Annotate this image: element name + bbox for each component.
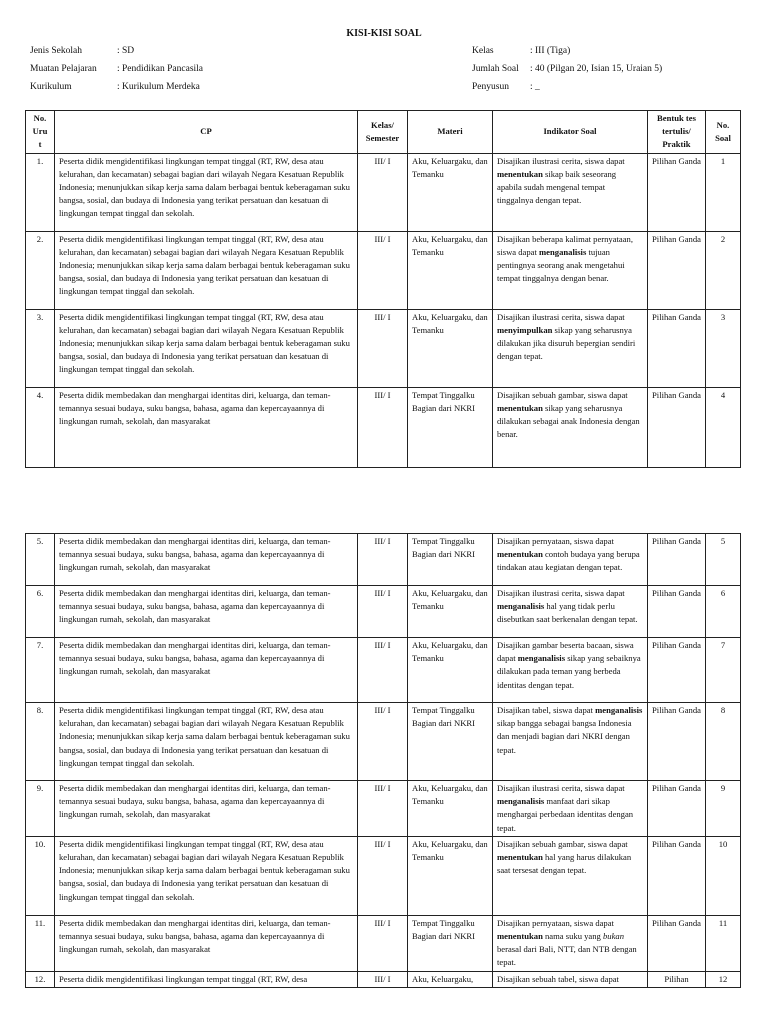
indikator-text: Disajikan tabel, siswa dapat [497,705,596,715]
row-no-soal: 3 [706,309,741,387]
row-indikator-soal [493,836,648,915]
row-no-soal: 12 [706,971,741,987]
row-no-soal: 11 [706,915,741,971]
table-row [26,781,741,837]
row-kelas-semester: III/ I [358,231,408,309]
row-kelas-semester: III/ I [358,534,408,586]
table-row [26,638,741,703]
indikator-keyword: menentukan [497,402,543,413]
header-materi: Materi [408,111,493,154]
indikator-keyword: menentukan [497,931,543,942]
indikator-text: sikap yang seharusnya dilakukan sebagai anak Indonesia dengan benar. [497,402,640,440]
meta-value-jumlah-soal: : 40 (Pilgan 20, Isian 15, Uraian 5) [530,64,663,74]
row-no-urut: 12. [26,971,55,987]
row-bentuk-tes: Pilihan Ganda [648,836,706,915]
indikator-text: Disajikan beberapa kalimat pernyataan, siswa dapat [497,233,634,257]
row-bentuk-tes: Pilihan Ganda [648,781,706,837]
row-materi: Aku, Keluargaku, dan Temanku [408,781,493,837]
row-materi: Tempat Tinggalku Bagian dari NKRI [408,915,493,971]
row-indikator-soal [493,638,648,703]
indikator-text: Disajikan sebuah gambar, siswa dapat [497,389,628,400]
indikator-text: Disajikan pernyataan, siswa dapat [497,917,614,928]
row-bentuk-tes: Pilihan Ganda [648,703,706,781]
row-cp: Peserta didik membedakan dan menghargai identitas diri, keluarga, dan teman-temannya sesuai budaya, suku bangsa, bahasa, agama dan kepercayaannya di lingkungan rumah, sekolah, dan masyarakat [55,915,358,971]
row-no-soal: 6 [706,586,741,638]
row-no-soal: 1 [706,153,741,231]
row-bentuk-tes: Pilihan Ganda [648,534,706,586]
row-no-soal: 4 [706,387,741,467]
document-title: KISI-KISI SOAL [346,28,422,39]
row-bentuk-tes: Pilihan Ganda [648,915,706,971]
kisi-table-part-1 [25,110,741,468]
row-indikator-soal [493,387,648,467]
indikator-text: Disajikan pernyataan, siswa dapat [497,536,614,546]
table-row [26,703,741,781]
header-kelas-semester: Kelas/ Semester [358,111,408,154]
row-no-urut: 10. [26,836,55,915]
meta-left [30,45,330,90]
row-kelas-semester: III/ I [358,915,408,971]
table-row [26,586,741,638]
indikator-text: hal yang tidak perlu disebutkan saat berkenalan dengan tepat. [497,601,638,625]
meta-label-jenis-sekolah: Jenis Sekolah [30,46,82,56]
indikator-text: hal yang harus dilakukan saat tersesat dengan tepat. [497,852,632,876]
row-cp: Peserta didik mengidentifikasi lingkungan tempat tinggal (RT, RW, desa atau kelurahan, dan kecamatan) sebagai bagian dari wilayah Negara Kesatuan Republik Indonesia; menunjukkan sikap kerja sama dalam berbagai bentuk keberagaman suku bangsa, sosial, dan budaya di Indonesia yang terikat persatuan dan kesatuan di lingkungan tempat tinggal dan sekolah. [55,703,358,781]
indikator-keyword: menganalisis [539,246,587,257]
row-indikator-soal [493,971,648,987]
indikator-text: sikap bangga sebagai bangsa Indonesia dan menjadi bagian dari NKRI dengan tepat. [497,718,632,755]
indikator-text: Disajikan ilustrasi cerita, siswa dapat [497,311,625,322]
indikator-keyword: menganalisis [595,705,643,715]
row-no-urut: 9. [26,781,55,837]
row-indikator-soal [493,309,648,387]
header-cp: CP [55,111,358,154]
row-materi: Tempat Tinggalku Bagian dari NKRI [408,703,493,781]
meta-value-kelas: : III (Tiga) [530,46,571,56]
row-bentuk-tes: Pilihan Ganda [648,638,706,703]
indikator-text: Disajikan ilustrasi cerita, siswa dapat [497,588,625,598]
row-kelas-semester: III/ I [358,309,408,387]
row-indikator-soal [493,915,648,971]
row-no-urut: 6. [26,586,55,638]
table-body-part-2 [26,534,741,988]
row-no-urut: 3. [26,309,55,387]
indikator-text: sikap yang sebaiknya dilakukan pada teman yang berbeda identitas dengan tepat. [497,653,641,690]
table-body-part-1 [26,153,741,467]
row-bentuk-tes: Pilihan Ganda [648,153,706,231]
table-row [26,915,741,971]
meta-value-jenis-sekolah: : SD [117,46,135,56]
row-cp: Peserta didik membedakan dan menghargai identitas diri, keluarga, dan teman-temannya sesuai budaya, suku bangsa, bahasa, agama dan kepercayaannya di lingkungan rumah, sekolah, dan masyarakat [55,586,358,638]
indikator-text: sikap baik seseorang apabila sudah mengenal tempat tinggalnya dengan tepat. [497,168,617,206]
row-no-soal: 8 [706,703,741,781]
indikator-text: berasal dari Bali, NTT, dan NTB dengan tepat. [497,944,637,968]
indikator-keyword: menyimpulkan [497,324,553,335]
table-row [26,153,741,231]
indikator-text: Disajikan sebuah gambar, siswa dapat [497,838,628,849]
row-no-urut: 1. [26,153,55,231]
row-no-soal: 10 [706,836,741,915]
row-cp: Peserta didik mengidentifikasi lingkungan tempat tinggal (RT, RW, desa atau kelurahan, dan kecamatan) sebagai bagian dari wilayah Negara Kesatuan Republik Indonesia; menunjukkan sikap kerja sama dalam berbagai bentuk keberagaman suku bangsa, sosial, dan budaya di Indonesia yang terikat persatuan dan kesatuan di lingkungan tempat tinggal dan sekolah. [55,231,358,309]
row-cp: Peserta didik membedakan dan menghargai identitas diri, keluarga, dan teman-temannya sesuai budaya, suku bangsa, bahasa, agama dan kepercayaannya di lingkungan rumah, sekolah, dan masyarakat [55,638,358,703]
header-no-urut: No. Uru t [26,111,55,154]
meta-label-kelas: Kelas [472,46,494,56]
row-bentuk-tes: Pilihan [648,971,706,987]
table-row [26,387,741,467]
row-indikator-soal [493,781,648,837]
row-cp: Peserta didik mengidentifikasi lingkungan tempat tinggal (RT, RW, desa [55,971,358,987]
row-indikator-soal [493,703,648,781]
indikator-text: nama suku yang [542,931,603,942]
indikator-text: Disajikan ilustrasi cerita, siswa dapat [497,783,625,793]
row-no-soal: 2 [706,231,741,309]
row-materi: Tempat Tinggalku Bagian dari NKRI [408,387,493,467]
row-bentuk-tes: Pilihan Ganda [648,586,706,638]
meta-right [472,45,752,90]
row-no-soal: 7 [706,638,741,703]
indikator-keyword: menganalisis [517,653,566,664]
row-no-soal: 5 [706,534,741,586]
row-no-urut: 2. [26,231,55,309]
table-row [26,836,741,915]
row-cp: Peserta didik mengidentifikasi lingkungan tempat tinggal (RT, RW, desa atau kelurahan, dan kecamatan) sebagai bagian dari wilayah Negara Kesatuan Republik Indonesia; menunjukkan sikap kerja sama dalam berbagai bentuk keberagaman suku bangsa, sosial, dan budaya di Indonesia yang terikat persatuan dan kesatuan di lingkungan tempat tinggal dan sekolah. [55,153,358,231]
indikator-text: tujuan pentingnya seorang anak mengetahui tempat tinggalnya dengan benar. [497,246,625,284]
row-kelas-semester: III/ I [358,586,408,638]
indikator-text: manfaat dari sikap menghargai perbedaan identitas dengan tepat. [497,796,634,833]
indikator-keyword: menganalisis [497,601,545,612]
row-materi: Aku, Keluargaku, dan Temanku [408,153,493,231]
table-header-row [26,111,741,154]
row-cp: Peserta didik mengidentifikasi lingkungan tempat tinggal (RT, RW, desa atau kelurahan, dan kecamatan) sebagai bagian dari wilayah Negara Kesatuan Republik Indonesia; menunjukkan sikap kerja sama dalam berbagai bentuk keberagaman suku bangsa, sosial, dan budaya di Indonesia yang terikat persatuan dan kesatuan di lingkungan tempat tinggal dan sekolah. [55,836,358,915]
kisi-table-part-2 [25,533,741,988]
row-materi: Aku, Keluargaku, dan Temanku [408,309,493,387]
header-no-soal: No. Soal [706,111,741,154]
indikator-text: Disajikan gambar beserta bacaan, siswa dapat [497,640,634,664]
meta-value-kurikulum: : Kurikulum Merdeka [117,82,200,92]
indikator-text: Disajikan ilustrasi cerita, siswa dapat [497,155,625,166]
row-bentuk-tes: Pilihan Ganda [648,387,706,467]
row-no-urut: 7. [26,638,55,703]
meta-label-jumlah-soal: Jumlah Soal [472,64,519,74]
row-indikator-soal [493,586,648,638]
indikator-emphasis: bukan [603,931,625,942]
row-no-urut: 5. [26,534,55,586]
row-no-urut: 11. [26,915,55,971]
indikator-text: Disajikan sebuah tabel, siswa dapat [497,973,619,984]
indikator-text: sikap yang seharusnya dilakukan jika disuruh bepergian sendiri dengan tepat. [497,324,636,362]
row-kelas-semester: III/ I [358,638,408,703]
row-kelas-semester: III/ I [358,781,408,837]
row-kelas-semester: III/ I [358,387,408,467]
indikator-keyword: menentukan [497,549,543,560]
row-materi: Tempat Tinggalku Bagian dari NKRI [408,534,493,586]
row-materi: Aku, Keluargaku, dan Temanku [408,231,493,309]
row-materi: Aku, Keluargaku, dan Temanku [408,638,493,703]
indikator-keyword: menentukan [497,852,543,863]
row-indikator-soal [493,534,648,586]
row-bentuk-tes: Pilihan Ganda [648,231,706,309]
row-kelas-semester: III/ I [358,703,408,781]
indikator-keyword: menentukan [497,168,543,179]
table-row [26,309,741,387]
indikator-keyword: menganalisis [497,796,545,807]
table-row [26,534,741,586]
header-indikator-soal: Indikator Soal [493,111,648,154]
meta-value-penyusun: : _ [530,82,540,92]
header-bentuk-tes: Bentuk tes tertulis/ Praktik [648,111,706,154]
row-kelas-semester: III/ I [358,836,408,915]
row-cp: Peserta didik membedakan dan menghargai identitas diri, keluarga, dan teman-temannya sesuai budaya, suku bangsa, bahasa, agama dan kepercayaannya di lingkungan rumah, sekolah, dan masyarakat [55,781,358,837]
row-materi: Aku, Keluargaku, dan Temanku [408,836,493,915]
row-indikator-soal [493,153,648,231]
meta-label-muatan-pelajaran: Muatan Pelajaran [30,64,97,74]
row-materi: Aku, Keluargaku, [408,971,493,987]
row-kelas-semester: III/ I [358,971,408,987]
row-no-urut: 8. [26,703,55,781]
row-indikator-soal [493,231,648,309]
row-no-soal: 9 [706,781,741,837]
table-row [26,231,741,309]
row-cp: Peserta didik mengidentifikasi lingkungan tempat tinggal (RT, RW, desa atau kelurahan, dan kecamatan) sebagai bagian dari wilayah Negara Kesatuan Republik Indonesia; menunjukkan sikap kerja sama dalam berbagai bentuk keberagaman suku bangsa, sosial, dan budaya di Indonesia yang terikat persatuan dan kesatuan di lingkungan tempat tinggal dan sekolah. [55,309,358,387]
row-bentuk-tes: Pilihan Ganda [648,309,706,387]
meta-value-muatan-pelajaran: : Pendidikan Pancasila [117,64,204,74]
table-row [26,971,741,987]
row-cp: Peserta didik membedakan dan menghargai identitas diri, keluarga, dan teman-temannya sesuai budaya, suku bangsa, bahasa, agama dan kepercayaannya di lingkungan rumah, sekolah, dan masyarakat [55,534,358,586]
row-kelas-semester: III/ I [358,153,408,231]
row-materi: Aku, Keluargaku, dan Temanku [408,586,493,638]
row-no-urut: 4. [26,387,55,467]
meta-label-penyusun: Penyusun [472,82,509,92]
indikator-text: contoh budaya yang berupa tindakan atau kegiatan dengan tepat. [497,549,640,573]
meta-label-kurikulum: Kurikulum [30,82,72,92]
row-cp: Peserta didik membedakan dan menghargai identitas diri, keluarga, dan teman-temannya sesuai budaya, suku bangsa, bahasa, agama dan kepercayaannya di lingkungan rumah, sekolah, dan masyarakat [55,387,358,467]
